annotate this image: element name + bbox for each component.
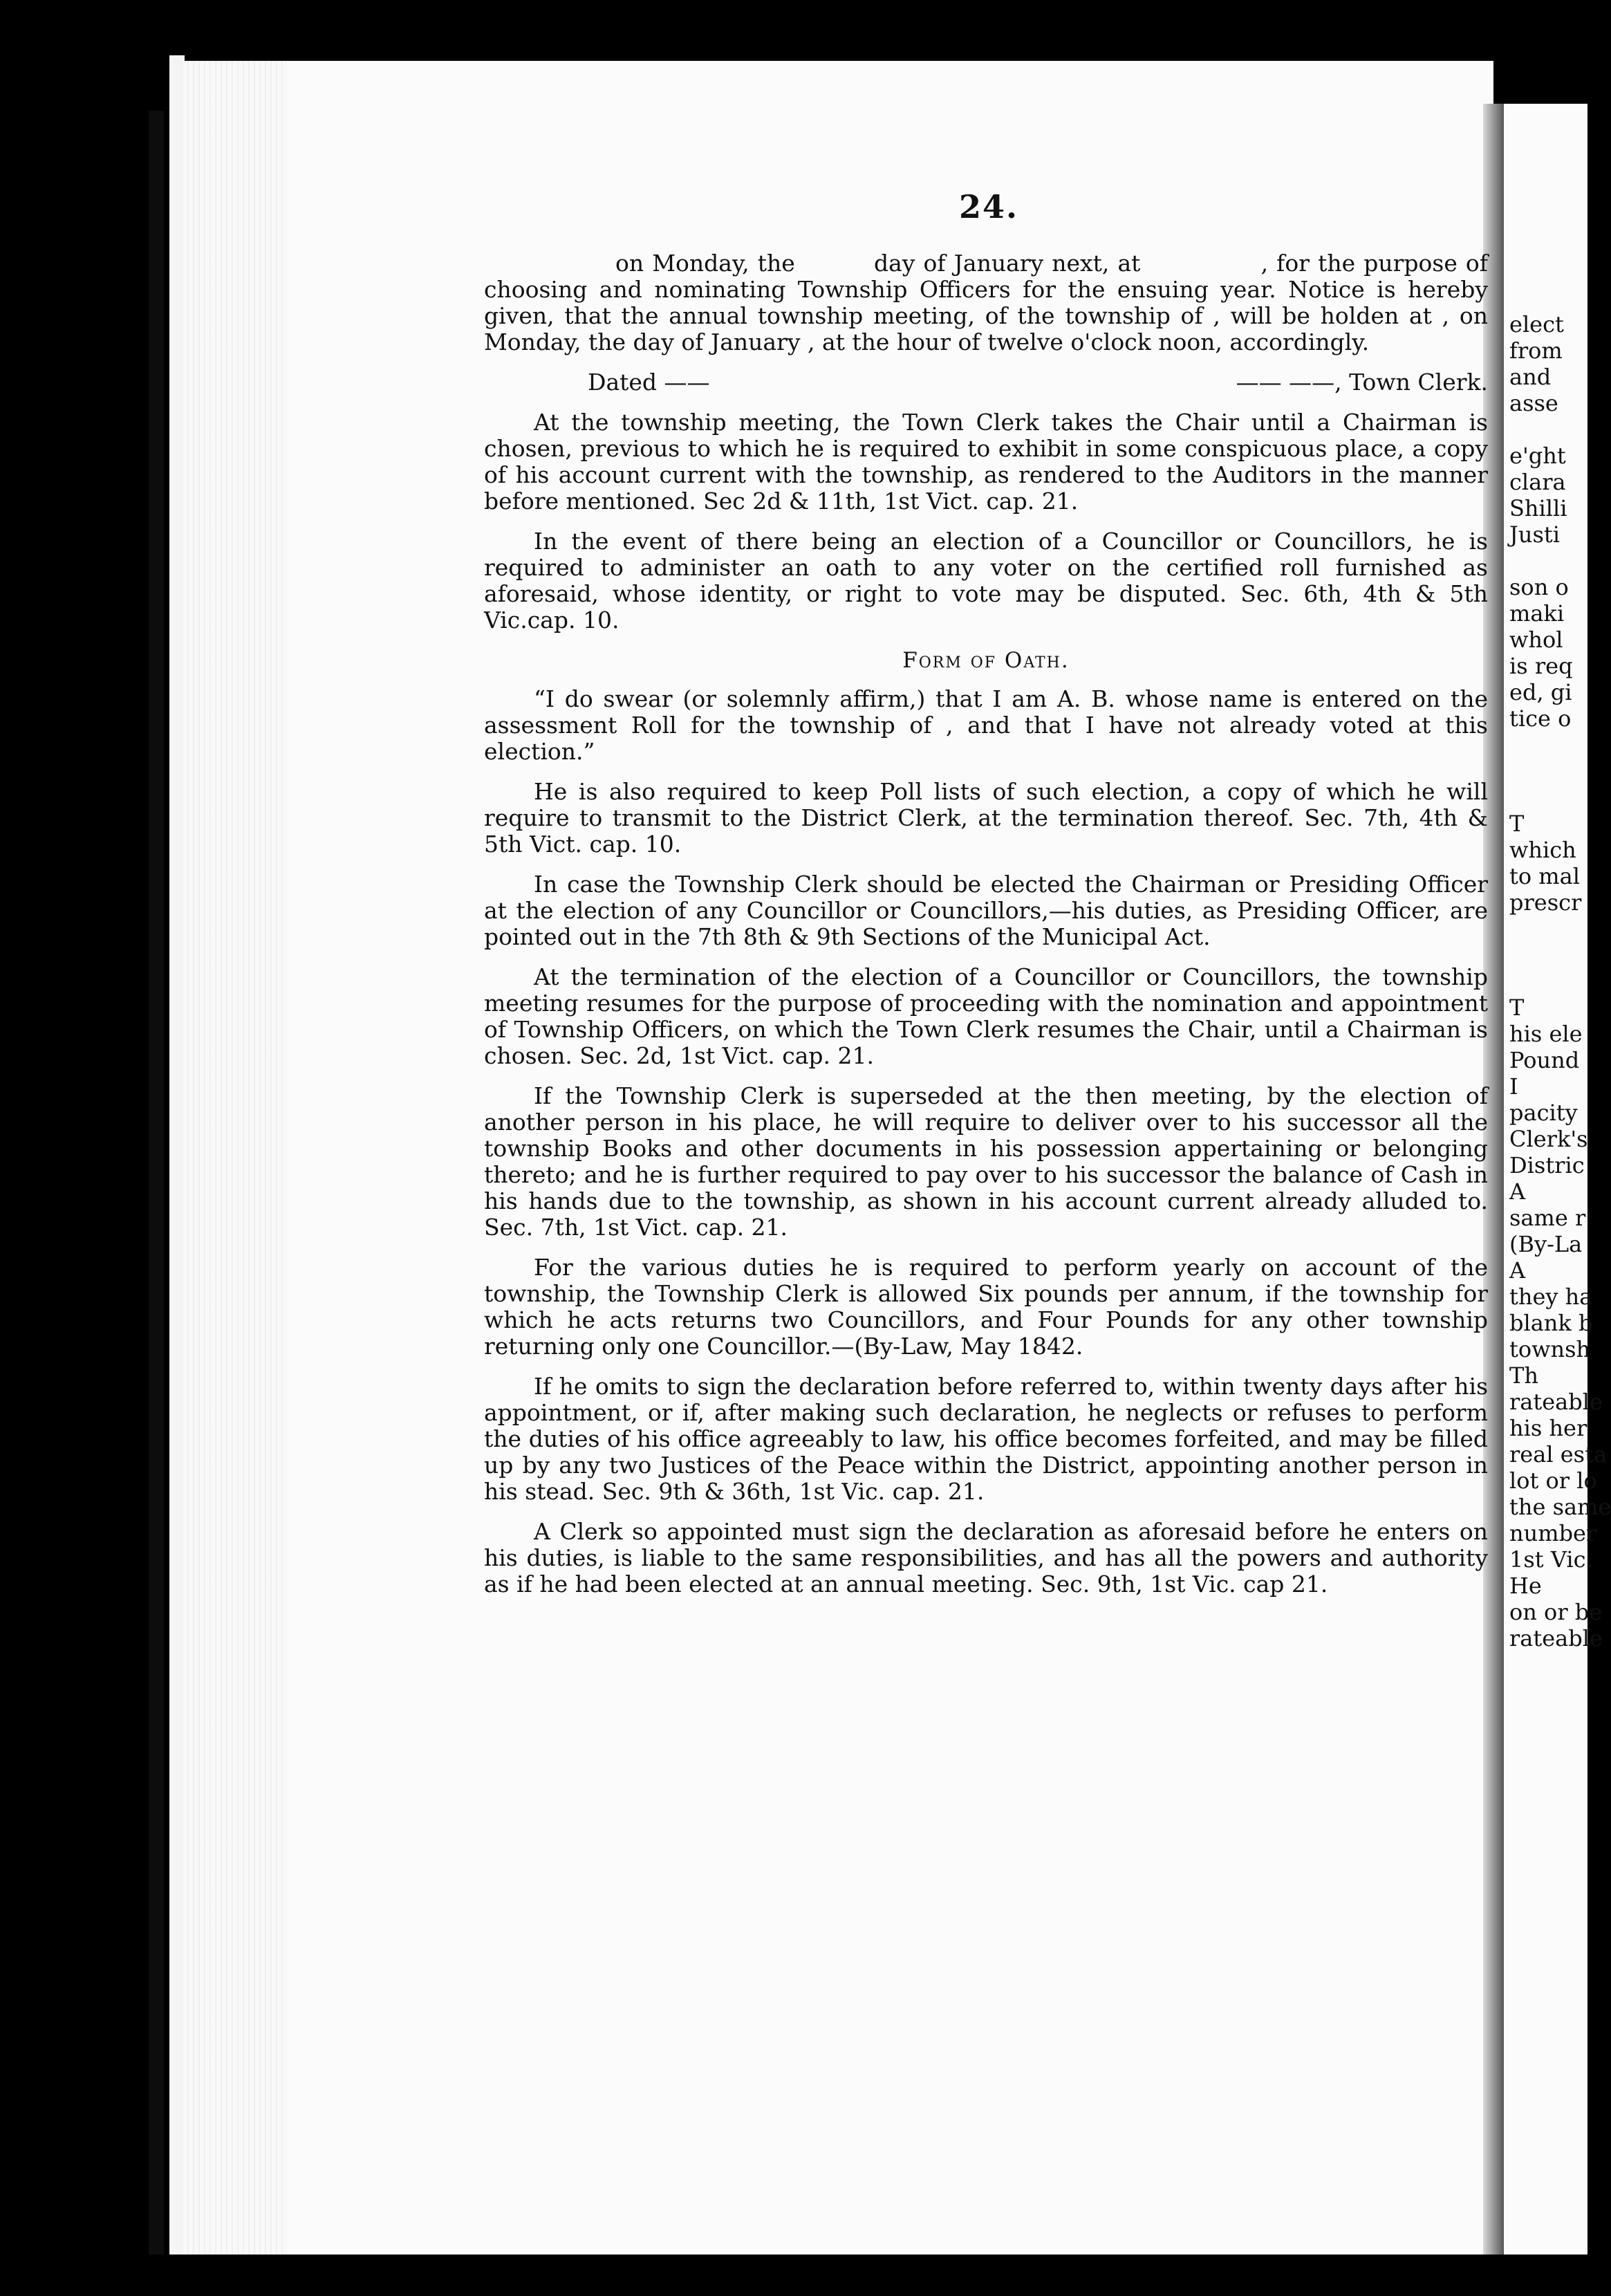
oath-text: “I do swear (or solemnly affirm,) that I am A. B. whose name is entered on the assessment Roll for the township of , and that I have not already voted at this election.” xyxy=(484,685,1488,765)
facing-page-fragment: they ha xyxy=(1509,1284,1593,1310)
facing-page-fragment: e'ght xyxy=(1509,443,1566,469)
notice-paragraph xyxy=(484,250,1488,355)
facing-page-fragment: A xyxy=(1509,1178,1526,1205)
facing-page-fragment: son o xyxy=(1509,574,1569,600)
facing-page-fragment: rateable xyxy=(1509,1389,1603,1415)
facing-page-fragment: I xyxy=(1509,1073,1518,1100)
form-of-oath-heading: Form of Oath. xyxy=(902,648,1070,673)
paragraph-duties-pay: For the various duties he is required to perform yearly on account of the township, the Township Clerk is allowed Six pounds per annum, if the township for which he acts returns two Councillors, and Four Pounds for any other township returning only one Councillor.—(By-Law, May 1842. xyxy=(484,1254,1488,1360)
paragraph-presiding-officer: In case the Township Clerk should be elected the Chairman or Presiding Officer at the election of any Councillor or Councillors,—his duties, as Presiding Officer, are pointed out in the 7th 8th & 9th Sections of the Municipal Act. xyxy=(484,871,1488,950)
notice-rest: choosing and nominating Township Officers for the ensuing year. Notice is hereby given, that the annual township meeting, of the township of , will be holden at , on Monday, the day of January , at the hour of twelve o'clock noon, accordingly. xyxy=(484,276,1488,355)
facing-page-fragment: same r xyxy=(1509,1205,1586,1231)
facing-page-fragment: tice o xyxy=(1509,705,1572,732)
facing-page-fragment: (By-La xyxy=(1509,1231,1583,1257)
facing-page-fragment: and xyxy=(1509,364,1552,390)
facing-page-fragment: lot or lo xyxy=(1509,1468,1597,1494)
signature-line xyxy=(484,369,1488,396)
paragraph-superseded: If the Township Clerk is superseded at the then meeting, by the election of another person in his place, he will require to deliver over to his successor all the township Books and other documents in his possession appertaining or belonging thereto; and he is further required to pay over to his successor the balance of Cash in his hands due to the township, as shown in his account current already alluded to. Sec. 7th, 1st Vict. cap. 21. xyxy=(484,1082,1488,1241)
notice-line1-c: , for the purpose of xyxy=(1260,250,1489,277)
facing-page-fragment xyxy=(1509,758,1606,784)
facing-page-fragment: Th xyxy=(1509,1362,1538,1389)
facing-page-fragment: elect xyxy=(1509,311,1564,337)
dated-label: Dated —— xyxy=(588,369,710,396)
facing-page xyxy=(1504,104,1611,2255)
town-clerk-signature: —— ——, Town Clerk. xyxy=(1236,369,1488,396)
facing-page-fragment: is req xyxy=(1509,653,1573,679)
facing-page-fragment: on or be xyxy=(1509,1599,1603,1625)
facing-page-fragment: T xyxy=(1509,994,1525,1021)
facing-page-fragment: ed, gi xyxy=(1509,679,1572,705)
facing-page-fragment xyxy=(1509,942,1606,968)
facing-page-fragment: which xyxy=(1509,837,1576,863)
facing-page-fragment: his ele xyxy=(1509,1021,1583,1047)
facing-page-fragment: maki xyxy=(1509,600,1565,627)
page-text xyxy=(484,250,1488,1611)
facing-page-fragment xyxy=(1509,968,1606,994)
facing-page-fragment xyxy=(1509,732,1606,758)
facing-page-fragment: the same xyxy=(1509,1494,1611,1520)
facing-page-fragment: T xyxy=(1509,811,1525,837)
paragraph-termination: At the termination of the election of a Councillor or Councillors, the township meeting resumes for the purpose of proceeding with the nomination and appointment of Township Officers, on which the Town Clerk resumes the Chair, until a Chairman is chosen. Sec. 2d, 1st Vict. cap. 21. xyxy=(484,963,1488,1069)
facing-page-fragment xyxy=(1509,784,1606,811)
facing-page-fragment xyxy=(1509,416,1606,443)
facing-page-fragment: clara xyxy=(1509,469,1566,495)
page-number: 24. xyxy=(958,188,1019,225)
facing-page-fragment: He xyxy=(1509,1573,1542,1599)
facing-page-fragment xyxy=(1509,916,1606,942)
facing-page-fragment: A xyxy=(1509,1257,1526,1284)
facing-page-fragment: prescr xyxy=(1509,889,1582,916)
paragraph-appointed-clerk: A Clerk so appointed must sign the declaration as aforesaid before he enters on his duties, is liable to the same responsibilities, and has all the powers and authority as if he had been elected at an annual meeting. Sec. 9th, 1st Vic. cap 21. xyxy=(484,1518,1488,1598)
facing-page-fragments xyxy=(1509,311,1611,1651)
notice-line1-a: on Monday, the xyxy=(615,250,795,277)
facing-page-fragment: blank b xyxy=(1509,1310,1593,1336)
facing-page-fragment: Distric xyxy=(1509,1152,1585,1178)
facing-page-fragment: number xyxy=(1509,1520,1597,1546)
binding-edge xyxy=(169,55,185,2255)
facing-page-fragment: whol xyxy=(1509,627,1563,653)
facing-page-fragment: to mal xyxy=(1509,863,1580,889)
facing-page-fragment: real esta xyxy=(1509,1441,1608,1468)
paragraph-poll-lists: He is also required to keep Poll lists of such election, a copy of which he will require to transmit to the District Clerk, at the termination thereof. Sec. 7th, 4th & 5th Vict. cap. 10. xyxy=(484,778,1488,858)
page-stack-edges xyxy=(183,61,287,2255)
paragraph-chair: At the township meeting, the Town Clerk takes the Chair until a Chairman is chosen, previous to which he is required to exhibit in some conspicuous place, a copy of his account current with the township, as rendered to the Auditors in the manner before mentioned. Sec 2d & 11th, 1st Vict. cap. 21. xyxy=(484,409,1488,515)
facing-page-fragment: Shilli xyxy=(1509,495,1567,521)
paragraph-declaration: If he omits to sign the declaration before referred to, within twenty days after his appointment, or if, after making such declaration, he neglects or refuses to perform the duties of his office agreeably to law, his office becomes forfeited, and may be filled up by any two Justices of the Peace within the District, appointing another person in his stead. Sec. 9th & 36th, 1st Vic. cap. 21. xyxy=(484,1373,1488,1505)
facing-page-fragment: from xyxy=(1509,337,1563,364)
facing-page-fragment xyxy=(1509,548,1606,574)
facing-page-fragment: 1st Vic. xyxy=(1509,1546,1593,1573)
facing-page-fragment: his her xyxy=(1509,1415,1587,1441)
facing-page-fragment: pacity xyxy=(1509,1100,1578,1126)
facing-page-fragment: Clerk's xyxy=(1509,1126,1588,1152)
facing-page-fragment: rateable xyxy=(1509,1625,1603,1651)
facing-page-fragment: townsh xyxy=(1509,1336,1591,1362)
facing-page-fragment: asse xyxy=(1509,390,1558,416)
binding-shadow xyxy=(149,111,164,2255)
facing-page-fragment: Justi xyxy=(1509,521,1560,548)
notice-line1-b: day of January next, at xyxy=(873,250,1141,277)
facing-page-fragment: Pound xyxy=(1509,1047,1580,1073)
paragraph-election-oath: In the event of there being an election of a Councillor or Councillors, he is required to administer an oath to any voter on the certified roll furnished as aforesaid, whose identity, or right to vote may be disputed. Sec. 6th, 4th & 5th Vic.cap. 10. xyxy=(484,528,1488,633)
